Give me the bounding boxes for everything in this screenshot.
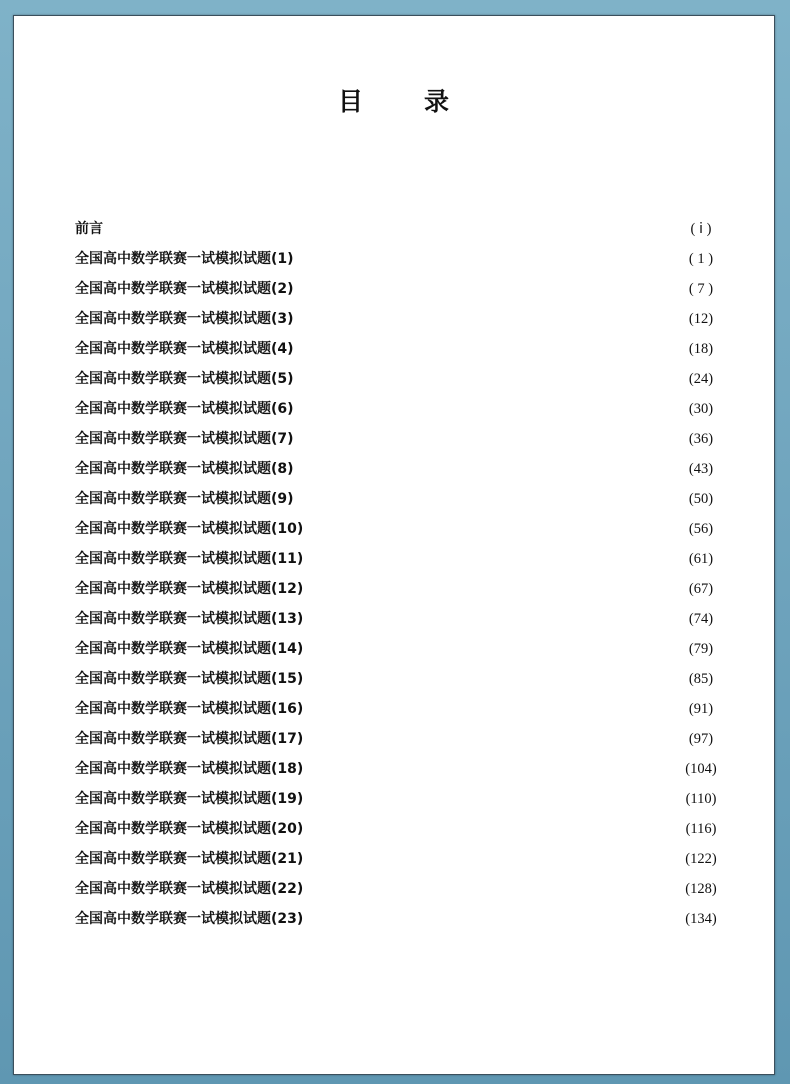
toc-entry-page-number: (43) xyxy=(688,461,714,477)
dot-leader xyxy=(346,274,675,304)
toc-entry-page-number: (134) xyxy=(685,911,717,927)
toc-entry-title: 全国高中数学联赛一试模拟试题(22) xyxy=(75,881,304,897)
document-page xyxy=(13,15,775,1075)
dot-leader xyxy=(109,214,675,244)
dot-leader xyxy=(346,334,675,364)
toc-entry-page-number: ( ⅰ ) xyxy=(690,221,712,237)
toc-entry[interactable] xyxy=(75,844,721,874)
toc-entry[interactable] xyxy=(75,514,721,544)
toc-entry-title: 全国高中数学联赛一试模拟试题(11) xyxy=(75,551,304,567)
toc-entry-title: 全国高中数学联赛一试模拟试题(2) xyxy=(75,281,294,297)
toc-entry-title: 全国高中数学联赛一试模拟试题(16) xyxy=(75,701,304,717)
toc-entry[interactable] xyxy=(75,904,721,934)
toc-entry-title: 全国高中数学联赛一试模拟试题(13) xyxy=(75,611,304,627)
toc-entry-title: 全国高中数学联赛一试模拟试题(19) xyxy=(75,791,304,807)
toc-entry[interactable] xyxy=(75,874,721,904)
dot-leader xyxy=(346,604,675,634)
toc-entry-title: 全国高中数学联赛一试模拟试题(3) xyxy=(75,311,294,327)
toc-entry[interactable] xyxy=(75,814,721,844)
toc-entry-title: 全国高中数学联赛一试模拟试题(23) xyxy=(75,911,304,927)
toc-entry-title: 全国高中数学联赛一试模拟试题(5) xyxy=(75,371,294,387)
toc-entry-title: 全国高中数学联赛一试模拟试题(4) xyxy=(75,341,294,357)
toc-entry-page-number: (61) xyxy=(688,551,714,567)
dot-leader xyxy=(346,754,675,784)
toc-entry-title: 全国高中数学联赛一试模拟试题(7) xyxy=(75,431,294,447)
toc-entry[interactable] xyxy=(75,664,721,694)
dot-leader xyxy=(346,544,675,574)
dot-leader xyxy=(346,394,675,424)
toc-entry-title: 全国高中数学联赛一试模拟试题(1) xyxy=(75,251,294,267)
toc-entry-page-number: (128) xyxy=(685,881,717,897)
toc-entry[interactable] xyxy=(75,304,721,334)
toc-entry-page-number: (91) xyxy=(688,701,714,717)
toc-entry-page-number: (85) xyxy=(688,671,714,687)
dot-leader xyxy=(346,784,675,814)
toc-entry-page-number: (56) xyxy=(688,521,714,537)
dot-leader xyxy=(346,424,675,454)
dot-leader xyxy=(346,304,675,334)
toc-entry-title: 全国高中数学联赛一试模拟试题(20) xyxy=(75,821,304,837)
table-of-contents xyxy=(75,214,721,934)
toc-entry-title: 全国高中数学联赛一试模拟试题(17) xyxy=(75,731,304,747)
toc-entry[interactable] xyxy=(75,454,721,484)
dot-leader xyxy=(346,904,675,934)
dot-leader xyxy=(346,874,675,904)
toc-entry-page-number: (74) xyxy=(688,611,714,627)
toc-entry-page-number: (36) xyxy=(688,431,714,447)
toc-entry[interactable] xyxy=(75,244,721,274)
toc-entry-page-number: (67) xyxy=(688,581,714,597)
toc-entry[interactable] xyxy=(75,634,721,664)
toc-entry-page-number: (79) xyxy=(688,641,714,657)
title-char-1: 目 xyxy=(337,87,364,116)
title-char-2: 录 xyxy=(424,87,451,116)
toc-entry[interactable] xyxy=(75,334,721,364)
toc-entry[interactable] xyxy=(75,574,721,604)
toc-entry[interactable] xyxy=(75,214,721,244)
toc-entry[interactable] xyxy=(75,274,721,304)
dot-leader xyxy=(346,484,675,514)
toc-entry-page-number: (122) xyxy=(685,851,717,867)
toc-entry[interactable] xyxy=(75,394,721,424)
toc-entry-page-number: (30) xyxy=(688,401,714,417)
dot-leader xyxy=(346,364,675,394)
toc-entry-page-number: (97) xyxy=(688,731,714,747)
dot-leader xyxy=(346,844,675,874)
toc-entry-title: 全国高中数学联赛一试模拟试题(15) xyxy=(75,671,304,687)
toc-entry-title: 前言 xyxy=(75,221,103,237)
toc-entry-title: 全国高中数学联赛一试模拟试题(9) xyxy=(75,491,294,507)
dot-leader xyxy=(346,664,675,694)
dot-leader xyxy=(346,244,675,274)
toc-entry[interactable] xyxy=(75,784,721,814)
toc-entry-title: 全国高中数学联赛一试模拟试题(6) xyxy=(75,401,294,417)
dot-leader xyxy=(346,574,675,604)
toc-entry-title: 全国高中数学联赛一试模拟试题(21) xyxy=(75,851,304,867)
toc-entry-title: 全国高中数学联赛一试模拟试题(12) xyxy=(75,581,304,597)
dot-leader xyxy=(346,694,675,724)
toc-entry-page-number: (12) xyxy=(688,311,714,327)
toc-entry-page-number: (104) xyxy=(685,761,717,777)
toc-entry[interactable] xyxy=(75,694,721,724)
toc-entry[interactable] xyxy=(75,544,721,574)
toc-entry-title: 全国高中数学联赛一试模拟试题(10) xyxy=(75,521,304,537)
toc-entry-page-number: (50) xyxy=(688,491,714,507)
toc-entry-title: 全国高中数学联赛一试模拟试题(18) xyxy=(75,761,304,777)
toc-entry-page-number: (116) xyxy=(685,821,717,837)
toc-entry[interactable] xyxy=(75,424,721,454)
dot-leader xyxy=(346,454,675,484)
page-title xyxy=(14,82,774,118)
dot-leader xyxy=(346,634,675,664)
dot-leader xyxy=(346,724,675,754)
toc-entry[interactable] xyxy=(75,754,721,784)
toc-entry-page-number: (18) xyxy=(688,341,714,357)
toc-entry-title: 全国高中数学联赛一试模拟试题(14) xyxy=(75,641,304,657)
toc-entry[interactable] xyxy=(75,604,721,634)
toc-entry-page-number: (110) xyxy=(685,791,717,807)
toc-entry-page-number: ( 7 ) xyxy=(688,281,714,297)
toc-entry-title: 全国高中数学联赛一试模拟试题(8) xyxy=(75,461,294,477)
dot-leader xyxy=(346,814,675,844)
dot-leader xyxy=(346,514,675,544)
toc-entry-page-number: (24) xyxy=(688,371,714,387)
toc-entry-page-number: ( 1 ) xyxy=(688,251,714,267)
toc-entry[interactable] xyxy=(75,364,721,394)
toc-entry[interactable] xyxy=(75,724,721,754)
toc-entry[interactable] xyxy=(75,484,721,514)
